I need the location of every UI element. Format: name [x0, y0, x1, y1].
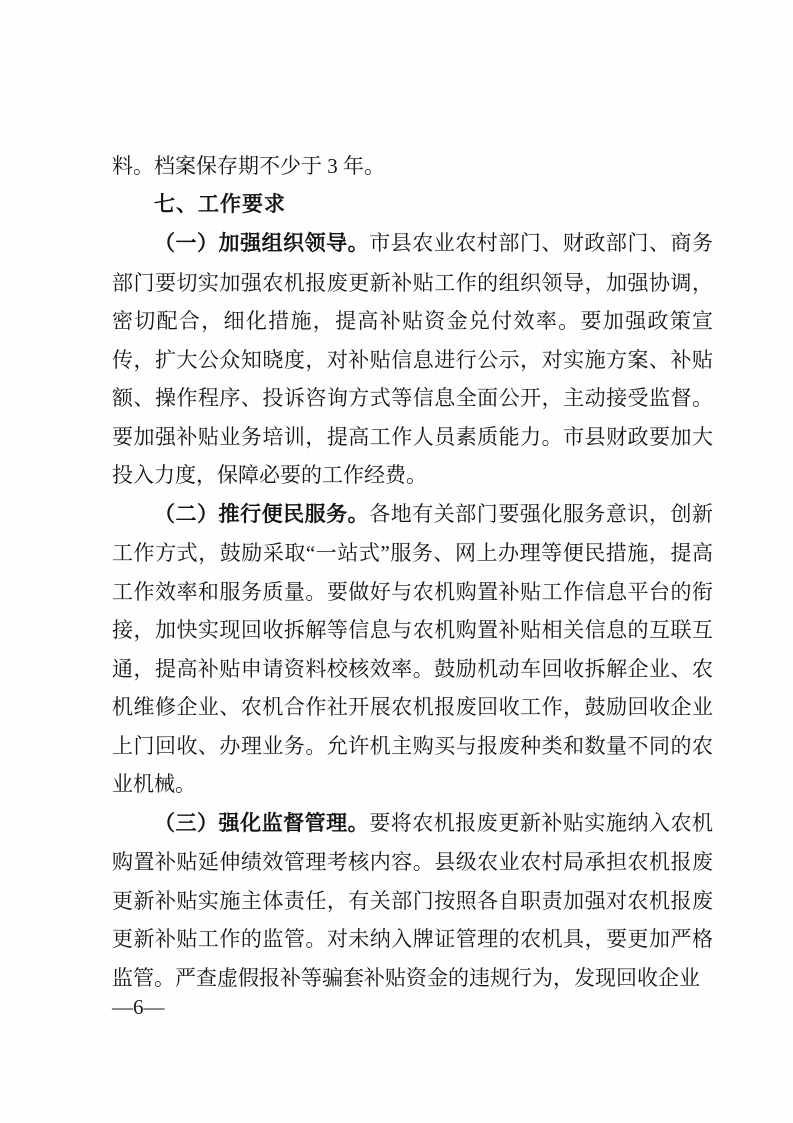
- page-number: —6—: [112, 995, 165, 1019]
- paragraph-continuation: 料。档案保存期不少于 3 年。: [112, 154, 385, 178]
- section-heading: 七、工作要求: [154, 192, 286, 216]
- paragraph-2-text: 各地有关部门要强化服务意识，创新工作方式，鼓励采取“一站式”服务、网上办理等便民措施，提高工作效率和服务质量。要做好与农机购置补贴工作信息平台的衔接，加快实现回收拆解等信息与农机购置补贴相关信息的互联互通，提高补贴申请资料校核效率。鼓励机动车回收拆解企业、农机维修企业、农机合作社开展农机报废回收工作，鼓励回收企业上门回收、办理业务。允许机主购买与报废种类和数量不同的农业机械。: [112, 501, 714, 796]
- paragraph-1: [112, 224, 713, 495]
- paragraph-3-text: 要将农机报废更新补贴实施纳入农机购置补贴延伸绩效管理考核内容。县级农业农村局承担农机报废更新补贴实施主体责任，有关部门按照各自职责加强对农机报废更新补贴工作的监管。对未纳入牌证管理的农机具，要更加严格监管。严查虚假报补等骗套补贴资金的违规行为，发现回收企业: [112, 810, 714, 990]
- paragraph-3: [112, 804, 713, 998]
- paragraph-1-text: 市县农业农村部门、财政部门、商务部门要切实加强农机报废更新补贴工作的组织领导，加强协调，密切配合，细化措施，提高补贴资金兑付效率。要加强政策宣传，扩大公众知晓度，对补贴信息进行公示，对实施方案、补贴额、操作程序、投诉咨询方式等信息全面公开，主动接受监督。要加强补贴业务培训，提高工作人员素质能力。市县财政要加大投入力度，保障必要的工作经费。: [112, 231, 714, 487]
- paragraph-3-lead: （三）强化监督管理。: [154, 811, 370, 835]
- paragraph-2: [112, 495, 713, 804]
- paragraph-2-lead: （二）推行便民服务。: [154, 502, 370, 526]
- document-body: [112, 147, 713, 997]
- paragraph-1-lead: （一）加强组织领导。: [154, 232, 370, 255]
